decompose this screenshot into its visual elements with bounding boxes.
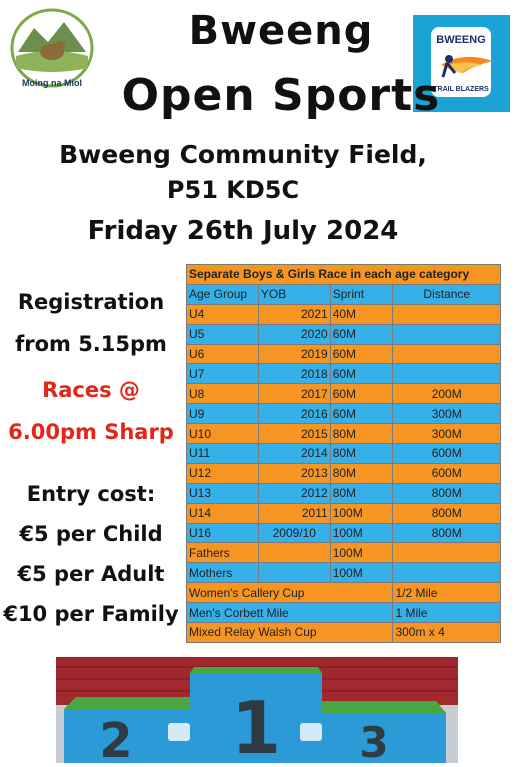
cell-yob: 2014	[258, 444, 330, 464]
header-distance: Distance	[393, 284, 501, 304]
price-family: €10 per Family	[3, 602, 179, 626]
entry-cost-title: Entry cost:	[26, 482, 156, 506]
cell-age-group: Mothers	[187, 563, 259, 583]
cell-age-group: Fathers	[187, 543, 259, 563]
cell-distance	[393, 563, 501, 583]
table-row	[187, 384, 501, 404]
cell-age-group: U13	[187, 483, 259, 503]
cell-yob: 2018	[258, 364, 330, 384]
cell-sprint: 100M	[330, 563, 393, 583]
registration-line-1: Registration	[17, 290, 165, 314]
header-yob: YOB	[258, 284, 330, 304]
cell-distance	[393, 304, 501, 324]
cell-distance: 800M	[393, 523, 501, 543]
svg-text:1: 1	[230, 686, 282, 763]
cell-age-group: U4	[187, 304, 259, 324]
cell-distance: 800M	[393, 503, 501, 523]
table-row	[187, 324, 501, 344]
cell-sprint: 100M	[330, 523, 393, 543]
cell-distance: 800M	[393, 483, 501, 503]
cell-distance	[393, 324, 501, 344]
venue-eircode: P51 KD5C	[166, 176, 300, 204]
svg-text:2: 2	[99, 713, 133, 763]
cell-distance	[393, 344, 501, 364]
cell-age-group: U7	[187, 364, 259, 384]
cell-sprint: 60M	[330, 344, 393, 364]
cell-yob: 2012	[258, 483, 330, 503]
table-caption: Separate Boys & Girls Race in each age category	[187, 265, 501, 285]
cell-yob: 2009/10	[258, 523, 330, 543]
table-row	[187, 483, 501, 503]
cell-sprint: 100M	[330, 543, 393, 563]
cell-age-group: U11	[187, 444, 259, 464]
special-race-row	[187, 623, 501, 643]
title-line-2: Open Sports	[121, 70, 441, 121]
races-line-1: Races @	[42, 378, 140, 402]
cell-sprint: 60M	[330, 384, 393, 404]
cell-sprint: 60M	[330, 364, 393, 384]
cell-sprint: 60M	[330, 404, 393, 424]
cell-age-group: U5	[187, 324, 259, 344]
cell-age-group: U14	[187, 503, 259, 523]
cell-yob: 2019	[258, 344, 330, 364]
cell-race-name: Mixed Relay Walsh Cup	[187, 623, 393, 643]
cell-yob: 2011	[258, 503, 330, 523]
table-row	[187, 424, 501, 444]
cell-yob: 2013	[258, 463, 330, 483]
cell-sprint: 80M	[330, 424, 393, 444]
header-age-group: Age Group	[187, 284, 259, 304]
cell-sprint: 40M	[330, 304, 393, 324]
cell-race-name: Men's Corbett Mile	[187, 603, 393, 623]
cell-yob: 2020	[258, 324, 330, 344]
cell-yob	[258, 543, 330, 563]
header-sprint: Sprint	[330, 284, 393, 304]
races-line-2: 6.00pm Sharp	[8, 420, 174, 444]
cell-distance: 1 Mile	[393, 603, 501, 623]
cell-yob: 2016	[258, 404, 330, 424]
cell-sprint: 80M	[330, 483, 393, 503]
cell-sprint: 80M	[330, 463, 393, 483]
cell-age-group: U8	[187, 384, 259, 404]
table-row	[187, 463, 501, 483]
cell-distance: 300m x 4	[393, 623, 501, 643]
price-adult: €5 per Adult	[17, 562, 165, 586]
special-race-row	[187, 583, 501, 603]
cell-distance: 300M	[393, 424, 501, 444]
table-header-row	[187, 284, 501, 304]
cell-distance: 600M	[393, 463, 501, 483]
cell-yob: 2015	[258, 424, 330, 444]
table-row	[187, 444, 501, 464]
cell-age-group: U12	[187, 463, 259, 483]
cell-sprint: 60M	[330, 324, 393, 344]
podium-image	[56, 657, 458, 763]
cell-sprint: 100M	[330, 503, 393, 523]
title-line-1: Bweeng	[188, 8, 374, 54]
cell-yob	[258, 563, 330, 583]
registration-line-2: from 5.15pm	[15, 332, 167, 356]
cell-sprint: 80M	[330, 444, 393, 464]
svg-text:Moing na Míol: Moing na Míol	[22, 78, 82, 88]
cell-age-group: U10	[187, 424, 259, 444]
cell-yob: 2017	[258, 384, 330, 404]
cell-distance: 1/2 Mile	[393, 583, 501, 603]
cell-distance: 200M	[393, 384, 501, 404]
table-caption-row	[187, 265, 501, 285]
cell-distance	[393, 543, 501, 563]
event-date: Friday 26th July 2024	[87, 216, 399, 246]
cell-age-group: U9	[187, 404, 259, 424]
race-schedule-table	[186, 264, 501, 643]
table-row	[187, 364, 501, 384]
cell-yob: 2021	[258, 304, 330, 324]
cell-distance: 300M	[393, 404, 501, 424]
price-child: €5 per Child	[19, 522, 163, 546]
table-row	[187, 543, 501, 563]
table-row	[187, 563, 501, 583]
svg-text:3: 3	[359, 718, 389, 763]
cell-race-name: Women's Callery Cup	[187, 583, 393, 603]
svg-text:BWEENG: BWEENG	[436, 34, 486, 46]
venue-line-1: Bweeng Community Field,	[59, 140, 427, 169]
table-row	[187, 523, 501, 543]
cell-age-group: U6	[187, 344, 259, 364]
table-row	[187, 344, 501, 364]
cell-age-group: U16	[187, 523, 259, 543]
svg-text:TRAIL BLAZERS: TRAIL BLAZERS	[433, 86, 489, 93]
table-row	[187, 404, 501, 424]
cell-distance: 600M	[393, 444, 501, 464]
cell-distance	[393, 364, 501, 384]
table-row	[187, 304, 501, 324]
table-row	[187, 503, 501, 523]
special-race-row	[187, 603, 501, 623]
